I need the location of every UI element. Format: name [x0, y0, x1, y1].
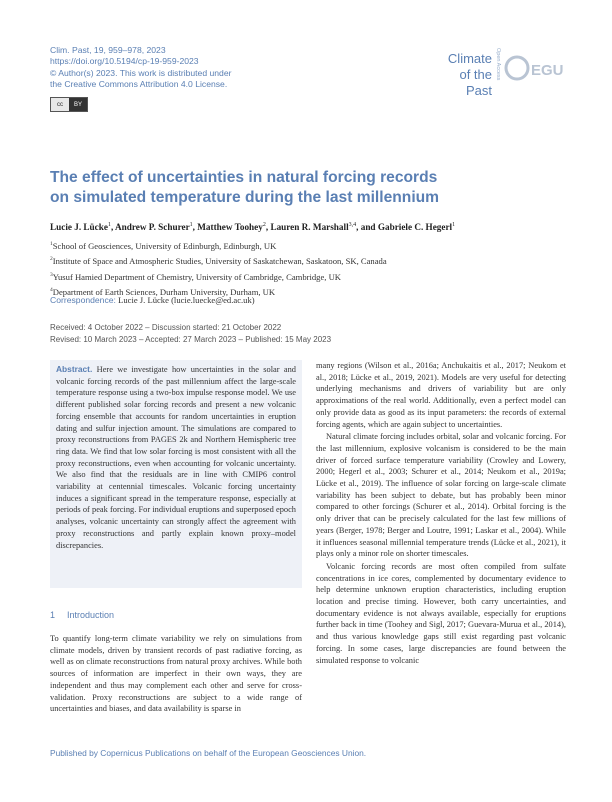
- author-1: Lucie J. Lücke$^1$,: [50, 222, 116, 233]
- section-heading-introduction: [50, 610, 114, 620]
- dates-line2: Revised: 10 March 2023 – Accepted: 27 March 2023 – Published: 15 May 2023: [50, 334, 332, 344]
- publisher-footer: Published by Copernicus Publications on behalf of the European Geosciences Union.: [50, 748, 367, 758]
- title-line2: on simulated temperature during the last millennium: [50, 189, 440, 206]
- by-icon: BY: [69, 98, 87, 111]
- author-3: Matthew Toohey$^2$,: [197, 222, 271, 233]
- correspondence-email[interactable]: Lucie J. Lücke (lucie.luecke@ed.ac.uk): [118, 295, 255, 305]
- right-column: [316, 360, 566, 666]
- intro-paragraph: [50, 633, 302, 715]
- affiliation-3: $^3$Yusuf Hamied Department of Chemistry, University of Cambridge, Cambridge, UK: [50, 271, 341, 282]
- affiliation-2: $^2$Institute of Space and Atmospheric Studies, University of Saskatchewan, Saskatoon, SK, Canada: [50, 256, 387, 267]
- dates-line1: Received: 4 October 2022 – Discussion started: 21 October 2022: [50, 323, 282, 332]
- author-list: [50, 222, 570, 232]
- correspondence: [50, 295, 255, 305]
- correspondence-label: Correspondence:: [50, 295, 116, 305]
- abstract: [56, 364, 296, 551]
- header-citation-block: [50, 45, 231, 91]
- author-2: Andrew P. Schurer$^1$,: [115, 222, 198, 233]
- right-paragraph-2: Natural climate forcing includes orbital, solar and volcanic forcing. For the last millennium, explosive volcanism is considered to be the main driver of forced surface temperature variability (Crowley and Lowery, 2000; Hegerl et al., 2003; Schurer et al., 2014; Neukom et al., 2019a; Lücke et al., 2019). The influence of solar forcing on large-scale climate variability has been subject to debate, but has probably been minor compared to other forcings (Schurer et al., 2014). Orbital forcing is the only driver that can be precisely calculated for the last few millions of years (Berger, 1978; Berger and Loutre, 1991; Laskar et al., 2004). While it influences seasonal millennial temperature trends (Lücke et al., 2021), it plays only a minor role on shorter timescales.: [316, 432, 566, 559]
- abstract-label: Abstract.: [56, 364, 93, 374]
- paper-title: [50, 168, 570, 208]
- section-title: Introduction: [67, 610, 115, 620]
- open-access-label: Open Access: [495, 48, 501, 81]
- right-paragraph-1: many regions (Wilson et al., 2016a; Anchukaitis et al., 2017; Neukom et al., 2018; Lücke et al., 2019, 2021). Models are very useful for detecting underlying mechanisms and drivers of variability but are only approximations of the real world. Additionally, even a perfect model can only provide data as good as its input parameters: the records of external forcing agents, which are again subject to uncertainties.: [316, 361, 566, 429]
- cc-icon: cc: [57, 101, 63, 108]
- intro-text: To quantify long-term climate variability we rely on simulations from climate models, driven by transient records of past radiative forcing, as well as on climate reconstructions from natural proxy archives. While both sources of information are imperfect in their own ways, they are independent and thus may complement each other and serve for cross-validation. Proxy reconstructions are subject to a wide range of uncertainties and biases, and data availability is sparse in: [50, 634, 302, 714]
- egu-logo-icon: [504, 48, 564, 88]
- author-5: Gabriele C. Hegerl$^1$: [377, 222, 456, 233]
- journal-name-line2: of the Past: [459, 67, 492, 98]
- cc-by-badge[interactable]: [50, 97, 88, 112]
- egu-logo-text: EGU: [531, 62, 564, 79]
- section-number: 1: [50, 610, 56, 620]
- journal-name-line1: Climate: [447, 51, 492, 66]
- affiliation-4: $^4$Department of Earth Sciences, Durham University, Durham, UK: [50, 287, 276, 298]
- abstract-text: Here we investigate how uncertainties in the solar and volcanic forcing records of the past millennium affect the large-scale temperature response using a two-box impulse response model. We use different published solar forcing records and present a new volcanic forcing ensemble that accounts for random uncertainties in eruption dating and sulfur injection amount. The simulations are compared to proxy reconstructions from PAGES 2k and Northern Hemispheric tree ring data. We find that low solar forcing is most consistent with all the proxy reconstructions, even when accounting for volcanic uncertainty. We also find that the residuals are in line with CMIP6 control variability at centennial timescales. Volcanic forcing uncertainty induces a significant spread in the temperature response, especially at periods of peak forcing. For individual eruptions and superposed epoch analyses, volcanic uncertainty can strongly affect the agreement with proxy reconstructions and partly explain known proxy–model discrepancies.: [56, 365, 296, 550]
- citation-line: Clim. Past, 19, 959–978, 2023: [50, 45, 166, 55]
- publication-dates: [50, 322, 331, 346]
- right-paragraph-3: Volcanic forcing records are most often compiled from sulfate concentrations in ice cores, complemented by documentary evidence to help determine unknown eruption characteristics, including eruption location and precise timing. However, both carry uncertainties, and documentary evidence is not always available, especially for eruptions further back in time (Toohey and Sigl, 2017; Guevara-Murua et al., 2014), and thus various knowledge gaps still exist regarding past volcanic forcing. In some cases, large discrepancies are found between the simulated response to volcanic: [316, 561, 566, 665]
- author-4: Lauren R. Marshall$^{3,4}$, and: [270, 222, 378, 233]
- affiliation-1: $^1$School of Geosciences, University of Edinburgh, Edinburgh, UK: [50, 240, 277, 251]
- affiliation-list: [50, 238, 570, 300]
- title-line1: The effect of uncertainties in natural forcing records: [50, 169, 438, 186]
- copyright-line: © Author(s) 2023. This work is distributed under: [50, 67, 232, 78]
- license-link[interactable]: the Creative Commons Attribution 4.0 License.: [50, 79, 228, 90]
- journal-name: [432, 51, 492, 99]
- doi-link[interactable]: https://doi.org/10.5194/cp-19-959-2023: [50, 56, 199, 67]
